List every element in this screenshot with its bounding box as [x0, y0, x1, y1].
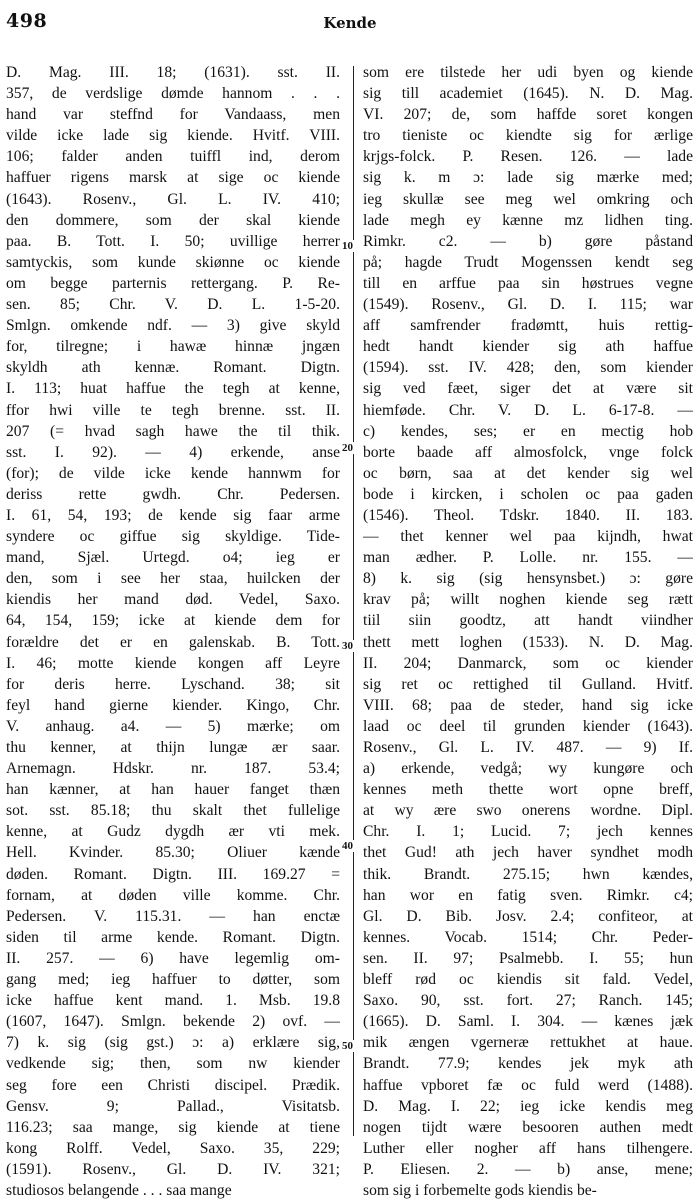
right-column — [363, 62, 693, 1201]
text-line: haffuer rigens marsk at sige oc kiende — [6, 169, 340, 187]
text-line: kenne, at Gudz dygdh ær vti mek. — [6, 823, 340, 841]
text-line: skyldh ath kennæ. Romant. Digtn. — [6, 359, 340, 377]
text-line: thik. Brandt. 275.15; hwn kændes, — [363, 865, 693, 883]
text-line: bleff rød oc kiendis sit fald. Vedel, — [363, 971, 693, 989]
text-line: till en arffue paa sin høstrues vegne — [363, 274, 693, 292]
text-line: (1643). Rosenv., Gl. L. IV. 410; — [6, 190, 340, 208]
text-line: — thet kenner wel paa kijndh, hwat — [363, 528, 693, 546]
text-line: thett mett loghen (1533). N. D. Mag. — [363, 633, 693, 651]
text-line: icke haffue kent mand. 1. Msb. 19.8 — [6, 992, 340, 1010]
text-line: kennes meth thette wort opne breff, — [363, 781, 693, 799]
text-line: mand, Sjæl. Urtegd. o4; ieg er — [6, 549, 340, 567]
text-line: Brandt. 77.9; kendes jek myk ath — [363, 1055, 693, 1073]
text-line: syndere oc giffue sig skyldige. Tide- — [6, 528, 340, 546]
text-line: 106; falder anden tuiffl ind, derom — [6, 148, 340, 166]
text-line: ieg skullæ see meg wel omkring och — [363, 190, 693, 208]
text-line: II. 204; Danmarck, som oc kiender — [363, 654, 693, 672]
text-line: I. 61, 54, 193; de kende sig faar arme — [6, 506, 340, 524]
text-line: a) erkende, vedgå; wy kungøre och — [363, 760, 693, 778]
text-line: kennes. Vocab. 1514; Chr. Peder- — [363, 928, 693, 946]
text-line: Luther eller nogher aff hans tilhengere. — [363, 1139, 693, 1157]
text-line: Gl. D. Bib. Josv. 2.4; confiteor, at — [363, 907, 693, 925]
line-number-10: 10 — [342, 240, 353, 252]
text-line: han wor en fatig sven. Rimkr. c4; — [363, 886, 693, 904]
text-line: krav på; willt noghen kiende seg rætt — [363, 591, 693, 609]
line-number-50: 50 — [342, 1040, 353, 1052]
text-line: om begge parternis rettergang. P. Re- — [6, 274, 340, 292]
text-line: 7) k. sig (sig gst.) ɔ: a) erklære sig, — [6, 1034, 340, 1052]
text-line: Arnemagn. Hdskr. nr. 187. 53.4; — [6, 760, 340, 778]
text-line: 357, de verdslige dømde hannom . . . — [6, 85, 340, 103]
text-line: kong Rolff. Vedel, Saxo. 35, 229; — [6, 1139, 340, 1157]
text-line: nogen tijdt wære besooren authen medt — [363, 1118, 693, 1136]
text-line: gang med; ieg haffuer to døtter, som — [6, 971, 340, 989]
text-line: V. anhaug. a4. — 5) mærke; om — [6, 717, 340, 735]
text-line: aff samfrender fradømtt, huis rettig- — [363, 317, 693, 335]
text-line: 64, 154, 159; icke at kiende dem for — [6, 612, 340, 630]
text-line: siden til arme kende. Romant. Digtn. — [6, 928, 340, 946]
text-line: tiil siin goodtz, att handt viindher — [363, 612, 693, 630]
page-number: 498 — [6, 10, 48, 32]
text-line: (1546). Theol. Tdskr. 1840. II. 183. — [363, 506, 693, 524]
column-divider — [353, 66, 354, 1136]
text-line: sig k. m ɔ: lade sig mærke med; — [363, 169, 693, 187]
text-line: for deris herre. Lyschand. 38; sit — [6, 675, 340, 693]
text-line: den dommere, som der skal kiende — [6, 211, 340, 229]
text-line: lade megh ey kænne mz lidhen ting. — [363, 211, 693, 229]
text-line: sen. II. 97; Psalmebb. I. 55; hun — [363, 949, 693, 967]
text-line: thet Gud! ath jech haver syndhet modh — [363, 844, 693, 862]
text-line: som ere tilstede her udi byen og kiende — [363, 64, 693, 81]
text-line: døden. Romant. Digtn. III. 169.27 = — [6, 865, 340, 883]
text-line: Pedersen. V. 115.31. — han enctæ — [6, 907, 340, 925]
text-line: Gensv. 9; Pallad., Visitatsb. — [6, 1097, 340, 1115]
text-line: (1591). Rosenv., Gl. D. IV. 321; — [6, 1160, 340, 1178]
text-line: (1665). D. Saml. I. 304. — kænes jæk — [363, 1013, 693, 1031]
text-line: vilde icke lade sig kiende. Hvitf. VIII. — [6, 127, 340, 145]
text-line: den, som i see her staa, huilcken der — [6, 570, 340, 588]
text-line: at wy ære swo onerens wordne. Dipl. — [363, 802, 693, 820]
text-line: (for); de vilde icke kende hannwm for — [6, 464, 340, 482]
text-line: vedkende sig; then, som nw kiender — [6, 1055, 340, 1073]
text-line: samtyckis, som kunde skiønne oc kiende — [6, 253, 340, 271]
text-line: Rosenv., Gl. L. IV. 487. — 9) If. — [363, 739, 693, 756]
text-line: feyl hand gierne kiender. Kingo, Chr. — [6, 696, 340, 714]
text-line: deriss rette gwdh. Chr. Pedersen. — [6, 485, 340, 503]
text-line: borte baade aff almosfolck, vnge folck — [363, 443, 693, 461]
text-line: oc børn, saa at det kender sig wel — [363, 464, 693, 482]
text-line: VIII. 68; paa de steder, hand sig icke — [363, 696, 693, 714]
text-line: Hell. Kvinder. 85.30; Oliuer kænde — [6, 844, 340, 862]
text-line: tro tieniste oc kiendte sig for ærlige — [363, 127, 693, 145]
text-line: sig till academiet (1645). N. D. Mag. — [363, 85, 693, 103]
text-line: (1607, 1647). Smlgn. bekende 2) ovf. — — [6, 1013, 340, 1031]
text-line: studiosos belangende . . . saa mange — [6, 1181, 232, 1199]
left-column — [6, 62, 340, 1201]
text-line: hiemføde. Chr. V. D. L. 6-17-8. — — [363, 401, 693, 419]
text-line: 116.23; saa mange, sig kiende at tiene — [6, 1118, 340, 1136]
text-line: seg fore een Christi discipel. Prædik. — [6, 1076, 340, 1094]
text-line: han kænner, at han hauer fanget thæn — [6, 781, 340, 799]
text-line: P. Eliesen. 2. — b) anse, mene; — [363, 1160, 693, 1178]
text-line: for, tilregne; i hawæ hinnæ jngæn — [6, 338, 340, 356]
text-line: I. 46; motte kiende kongen aff Leyre — [6, 654, 340, 672]
text-line: ffor hwi ville te tegh brenne. sst. II. — [6, 401, 340, 419]
text-line: på; hagde Trudt Mogenssen kendt seg — [363, 253, 693, 271]
line-number-40: 40 — [342, 840, 353, 852]
text-line: sst. I. 92). — 4) erkende, anse — [6, 443, 340, 461]
text-line: D. Mag. III. 18; (1631). sst. II. — [6, 64, 340, 81]
text-line: hedt handt kiender sig ath haffue — [363, 338, 693, 356]
text-line: kiendis her mand død. Vedel, Saxo. — [6, 591, 340, 609]
text-line: VI. 207; de, som haffde soret kongen — [363, 106, 693, 124]
text-line: 8) k. sig (sig hensynsbet.) ɔ: gøre — [363, 570, 693, 588]
page-header — [6, 6, 694, 36]
line-number-20: 20 — [342, 442, 353, 454]
text-line: mik ængen vgerneræ rettukhet at haue. — [363, 1034, 693, 1052]
text-line: man ædher. P. Lolle. nr. 155. — — [363, 549, 693, 567]
text-line: thu kenner, at thijn lungæ ær saar. — [6, 739, 340, 756]
text-line: sig ved fæet, siger det at være sit — [363, 380, 693, 398]
text-line: sen. 85; Chr. V. D. L. 1-5-20. — [6, 296, 340, 314]
running-head: Kende — [323, 14, 377, 32]
text-line: II. 257. — 6) have legemlig om- — [6, 949, 340, 967]
text-line: sot. sst. 85.18; thu skalt thet fullelige — [6, 802, 340, 820]
text-line: c) kendes, ses; er en mectig hob — [363, 422, 693, 440]
text-line: paa. B. Tott. I. 50; uvillige herrer — [6, 232, 340, 250]
text-line: 207 (= hvad sagh hawe the til thik. — [6, 422, 340, 440]
text-line: (1594). sst. IV. 428; den, som kiender — [363, 359, 693, 377]
text-line: bode i kircken, i scholen oc paa gaden — [363, 485, 693, 503]
text-line: fornam, at døden ville komme. Chr. — [6, 886, 340, 904]
text-line: Chr. I. 1; Lucid. 7; jech kennes — [363, 823, 693, 841]
text-line: Rimkr. c2. — b) gøre påstand — [363, 232, 693, 250]
text-line: forældre det er en galenskab. B. Tott. — [6, 633, 340, 651]
text-line: Smlgn. omkende ndf. — 3) give skyld — [6, 317, 340, 335]
text-line: som sig i forbemelte gods kiendis be- — [363, 1181, 597, 1199]
text-line: D. Mag. I. 22; ieg icke kendis meg — [363, 1097, 693, 1115]
text-line: krjgs-folck. P. Resen. 126. — lade — [363, 148, 693, 166]
text-line: hand var steffnd for Vandaass, men — [6, 106, 340, 124]
text-line: sig ret oc rettighed til Gulland. Hvitf. — [363, 675, 693, 693]
text-line: (1549). Rosenv., Gl. D. I. 115; war — [363, 296, 693, 314]
text-line: I. 113; huat haffue the tegh at kenne, — [6, 380, 340, 398]
text-line: haffue vpboret fæ oc fuld werd (1488). — [363, 1076, 693, 1094]
text-line: laad oc deel til grunden kiender (1643). — [363, 717, 693, 735]
line-number-30: 30 — [342, 640, 353, 652]
text-line: Saxo. 90, sst. fort. 27; Ranch. 145; — [363, 992, 693, 1010]
